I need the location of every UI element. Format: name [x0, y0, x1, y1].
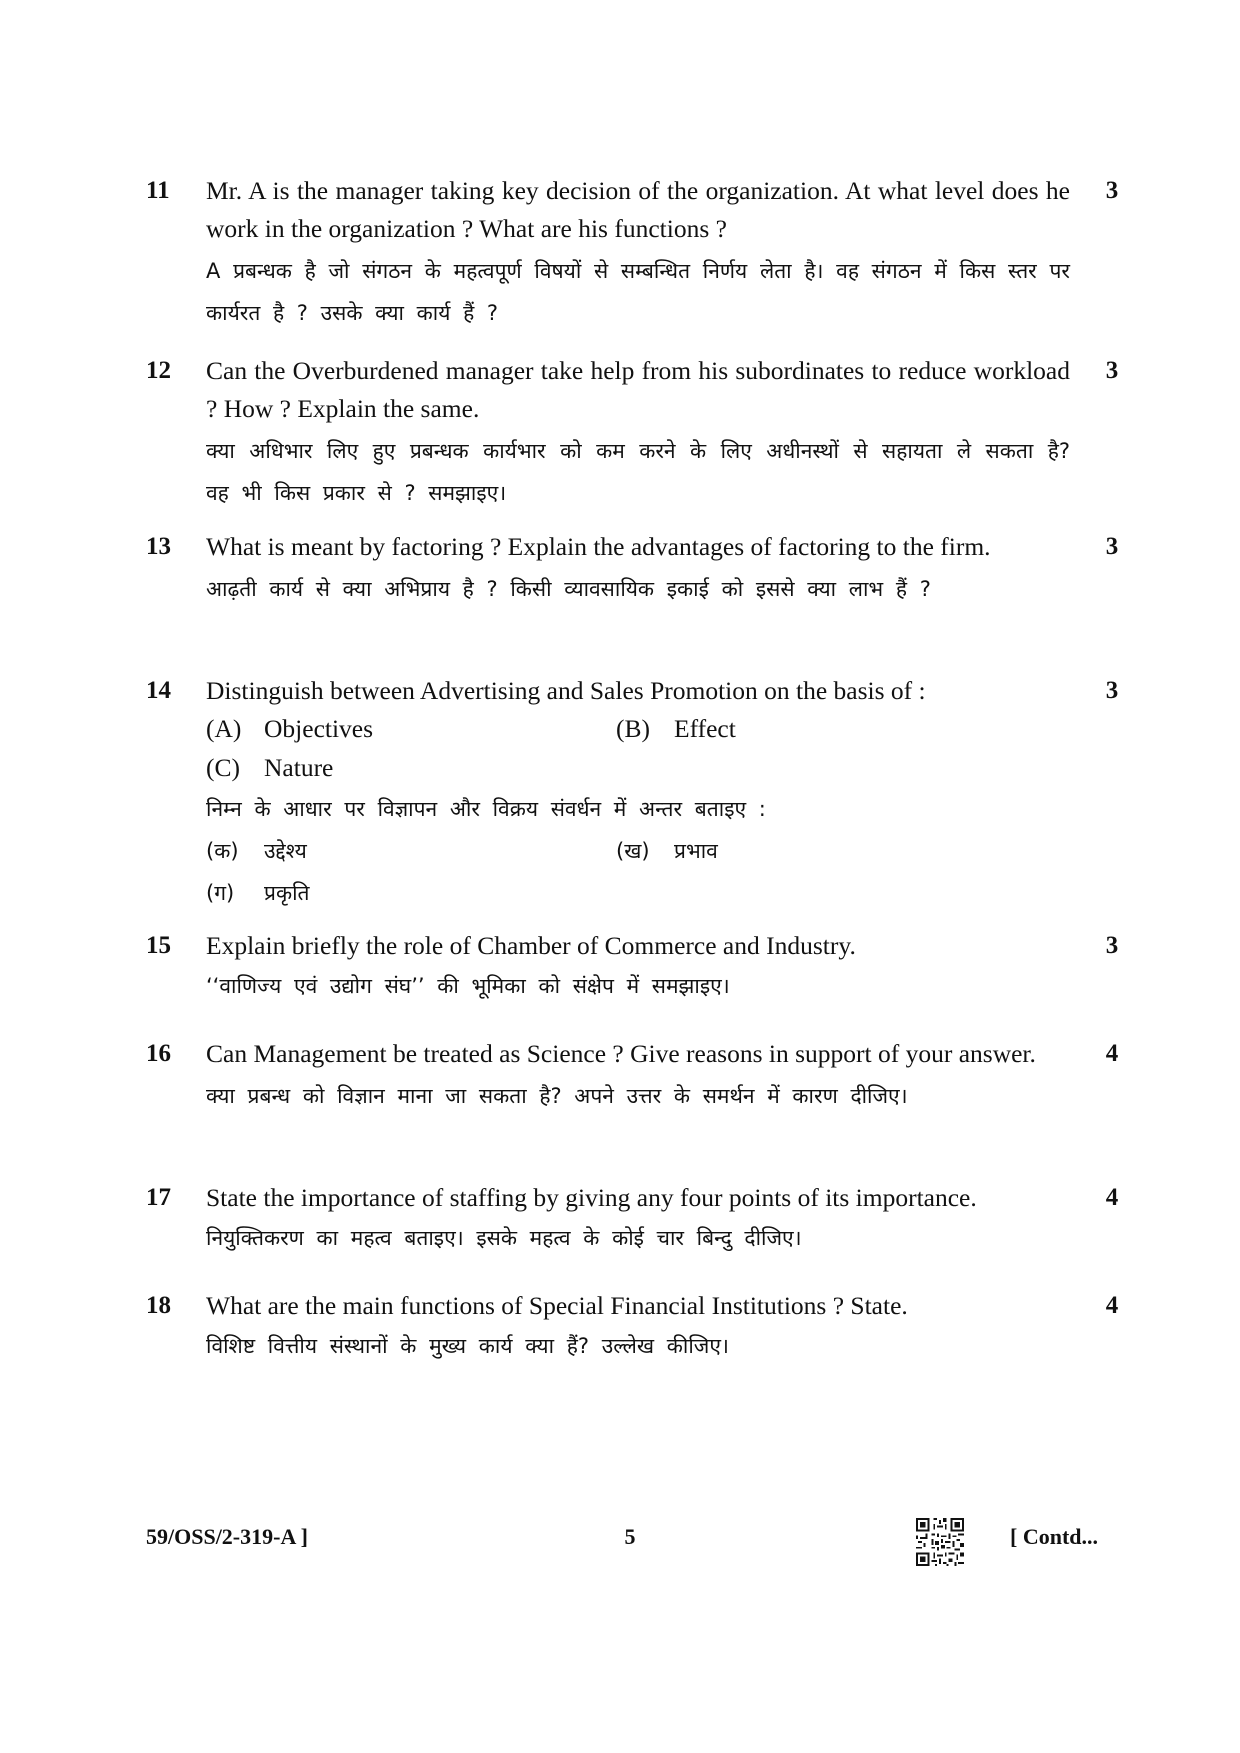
question-body	[206, 1287, 1070, 1367]
question-number: 13	[146, 533, 171, 560]
question-text-hindi: निम्न के आधार पर विज्ञापन और विक्रय संवर्धन में अन्तर बताइए :	[206, 797, 766, 821]
question-body	[206, 1179, 1070, 1259]
paper-code: 59/OSS/2-319-A ]	[146, 1524, 308, 1549]
option-text: प्रकृति	[264, 881, 310, 905]
question-number: 14	[146, 677, 171, 704]
option-kha	[616, 830, 718, 872]
options-row-english	[206, 710, 1070, 749]
question-text-english: State the importance of staffing by giving any four points of its importance.	[206, 1183, 977, 1212]
question-text-english: Can Management be treated as Science ? Give reasons in support of your answer.	[206, 1039, 1036, 1068]
option-a	[206, 710, 373, 748]
question-text-hindi: विशिष्ट वित्तीय संस्थानों के मुख्य कार्य क्या हैं? उल्लेख कीजिए।	[206, 1334, 729, 1358]
option-label: (ख)	[616, 839, 650, 863]
option-b	[616, 710, 736, 748]
question-text-hindi: आढ़ती कार्य से क्या अभिप्राय है ? किसी व्यावसायिक इकाई को इससे क्या लाभ हैं ?	[206, 577, 931, 601]
option-text: Objectives	[264, 714, 374, 743]
question-body	[206, 528, 1070, 610]
question-number: 17	[146, 1184, 171, 1211]
question-text-english: What is meant by factoring ? Explain the advantages of factoring to the firm.	[206, 532, 991, 561]
options-row-hindi	[206, 872, 1070, 914]
question-marks: 3	[1105, 177, 1119, 204]
question-text-english: Can the Overburdened manager take help from his subordinates to reduce workload ? How ? Explain the same.	[206, 356, 1070, 423]
page-footer	[0, 1518, 1240, 1558]
question-body	[206, 672, 1070, 914]
option-label: (क)	[206, 839, 239, 863]
option-label: (B)	[616, 714, 650, 743]
question-marks: 3	[1105, 357, 1119, 384]
question-marks: 4	[1105, 1040, 1119, 1067]
option-label: (A)	[206, 714, 242, 743]
question-text-hindi: ‘‘वाणिज्य एवं उद्योग संघ’’ की भूमिका को संक्षेप में समझाइए।	[206, 974, 730, 998]
options-row-hindi	[206, 830, 1070, 872]
option-ga	[206, 872, 310, 914]
option-ka	[206, 830, 307, 872]
question-number: 16	[146, 1040, 171, 1067]
question-text-hindi: A प्रबन्धक है जो संगठन के महत्वपूर्ण विषयों से सम्बन्धित निर्णय लेता है। वह संगठन में किस स्तर पर कार्यरत है ? उसके क्या कार्य हैं ?	[206, 259, 1070, 325]
page-number: 5	[624, 1524, 636, 1549]
continued-label: [ Contd...	[1010, 1524, 1099, 1549]
question-body	[206, 352, 1070, 514]
question-number: 18	[146, 1292, 171, 1319]
question-marks: 4	[1105, 1184, 1119, 1211]
option-c	[206, 749, 333, 787]
question-number: 15	[146, 932, 171, 959]
option-label: (ग)	[206, 881, 235, 905]
question-text-english: Distinguish between Advertising and Sales Promotion on the basis of :	[206, 676, 926, 705]
qr-code-icon	[916, 1518, 964, 1566]
question-text-hindi: क्या अधिभार लिए हुए प्रबन्धक कार्यभार को कम करने के लिए अधीनस्थों से सहायता ले सकता है? वह भी किस प्रकार से ? समझाइए।	[206, 439, 1070, 505]
question-text-hindi: नियुक्तिकरण का महत्व बताइए। इसके महत्व के कोई चार बिन्दु दीजिए।	[206, 1226, 802, 1250]
question-body	[206, 172, 1070, 334]
question-marks: 3	[1105, 932, 1119, 959]
question-number: 11	[146, 177, 170, 204]
question-body	[206, 927, 1070, 1007]
option-text: उद्देश्य	[264, 839, 307, 863]
question-number: 12	[146, 357, 171, 384]
question-text-english: Explain briefly the role of Chamber of Commerce and Industry.	[206, 931, 856, 960]
question-marks: 3	[1105, 533, 1119, 560]
question-marks: 4	[1105, 1292, 1119, 1319]
question-text-hindi: क्या प्रबन्ध को विज्ञान माना जा सकता है? अपने उत्तर के समर्थन में कारण दीजिए।	[206, 1084, 908, 1108]
question-text-english: Mr. A is the manager taking key decision of the organization. At what level does he work in the organization ? What are his functions ?	[206, 176, 1070, 243]
question-marks: 3	[1105, 677, 1119, 704]
option-label: (C)	[206, 753, 240, 782]
question-text-english: What are the main functions of Special Financial Institutions ? State.	[206, 1291, 908, 1320]
options-row-english	[206, 749, 1070, 788]
question-body	[206, 1035, 1070, 1117]
option-text: Effect	[674, 714, 736, 743]
option-text: प्रभाव	[674, 839, 718, 863]
option-text: Nature	[264, 753, 334, 782]
